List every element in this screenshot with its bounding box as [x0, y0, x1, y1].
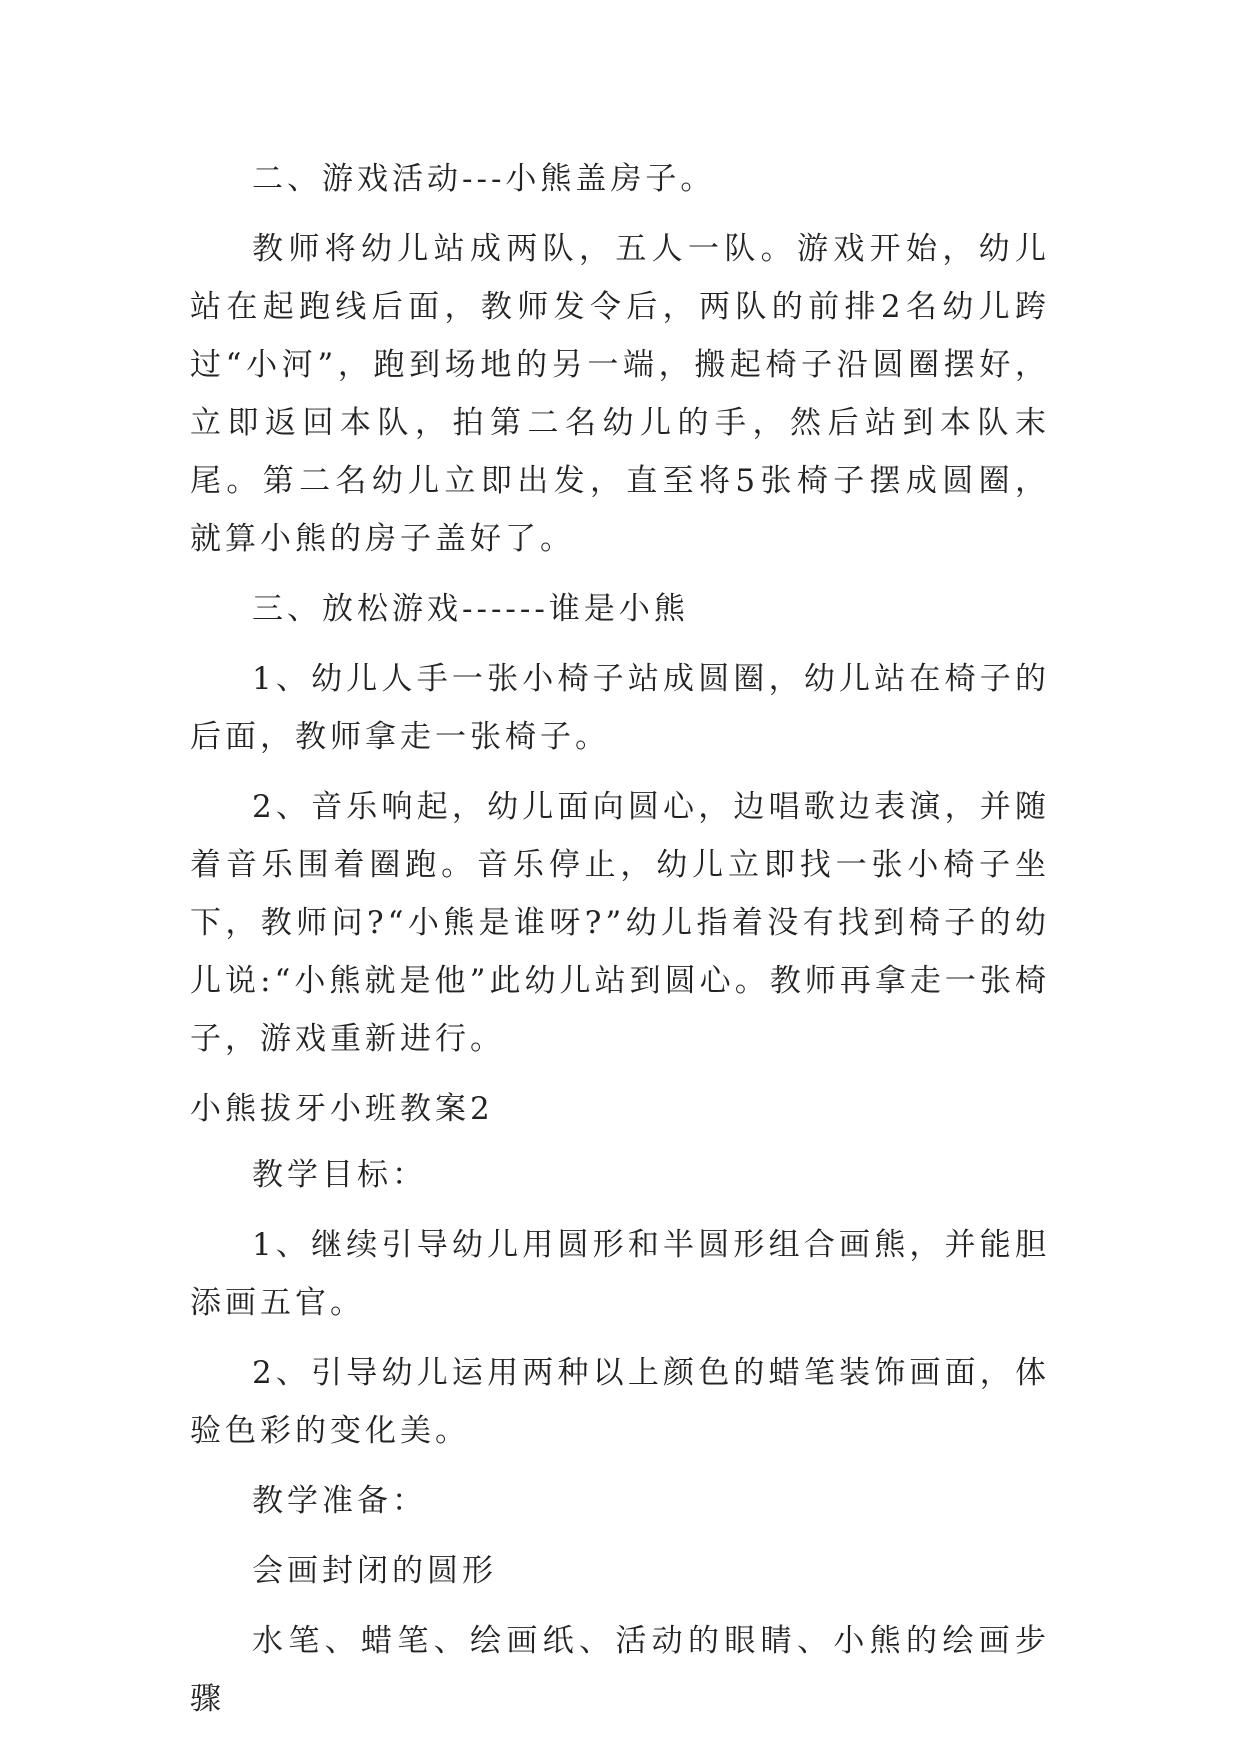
paragraph-game-rules: 教师将幼儿站成两队，五人一队。游戏开始，幼儿站在起跑线后面，教师发令后，两队的前排2名幼儿跨过“小河”，跑到场地的另一端，搬起椅子沿圆圈摆好，立即返回本队，拍第二名幼儿的手，然后站到本队末尾。第二名幼儿立即出发，直至将5张椅子摆成圆圈，就算小熊的房子盖好了。: [190, 231, 1050, 557]
paragraph-step-1: 1、幼儿人手一张小椅子站成圆圈，幼儿站在椅子的后面，教师拿走一张椅子。: [190, 661, 1050, 755]
goal-item-1: 1、继续引导幼儿用圆形和半圆形组合画熊，并能胆添画五官。: [190, 1227, 1050, 1321]
prep-item-2: 水笔、蜡笔、绘画纸、活动的眼睛、小熊的绘画步骤: [190, 1623, 1050, 1717]
prep-item-1: 会画封闭的圆形: [252, 1553, 497, 1589]
section-heading-relax-game: 三、放松游戏------谁是小熊: [252, 591, 689, 627]
section-heading-teaching-prep: 教学准备：: [252, 1483, 427, 1519]
goal-item-2: 2、引导幼儿运用两种以上颜色的蜡笔装饰画面，体验色彩的变化美。: [190, 1355, 1050, 1449]
document-body: [190, 150, 1050, 1740]
paragraph-step-2: 2、音乐响起，幼儿面向圆心，边唱歌边表演，并随着音乐围着圈跑。音乐停止，幼儿立即找一张小椅子坐下，教师问?“小熊是谁呀?”幼儿指着没有找到椅子的幼儿说:“小熊就是他”此幼儿站到圆心。教师再拿走一张椅子，游戏重新进行。: [190, 789, 1050, 1057]
section-heading-teaching-goals: 教学目标：: [252, 1157, 427, 1193]
lesson-title: 小熊拔牙小班教案2: [190, 1091, 494, 1127]
section-heading-game-activity: 二、游戏活动---小熊盖房子。: [252, 161, 716, 197]
